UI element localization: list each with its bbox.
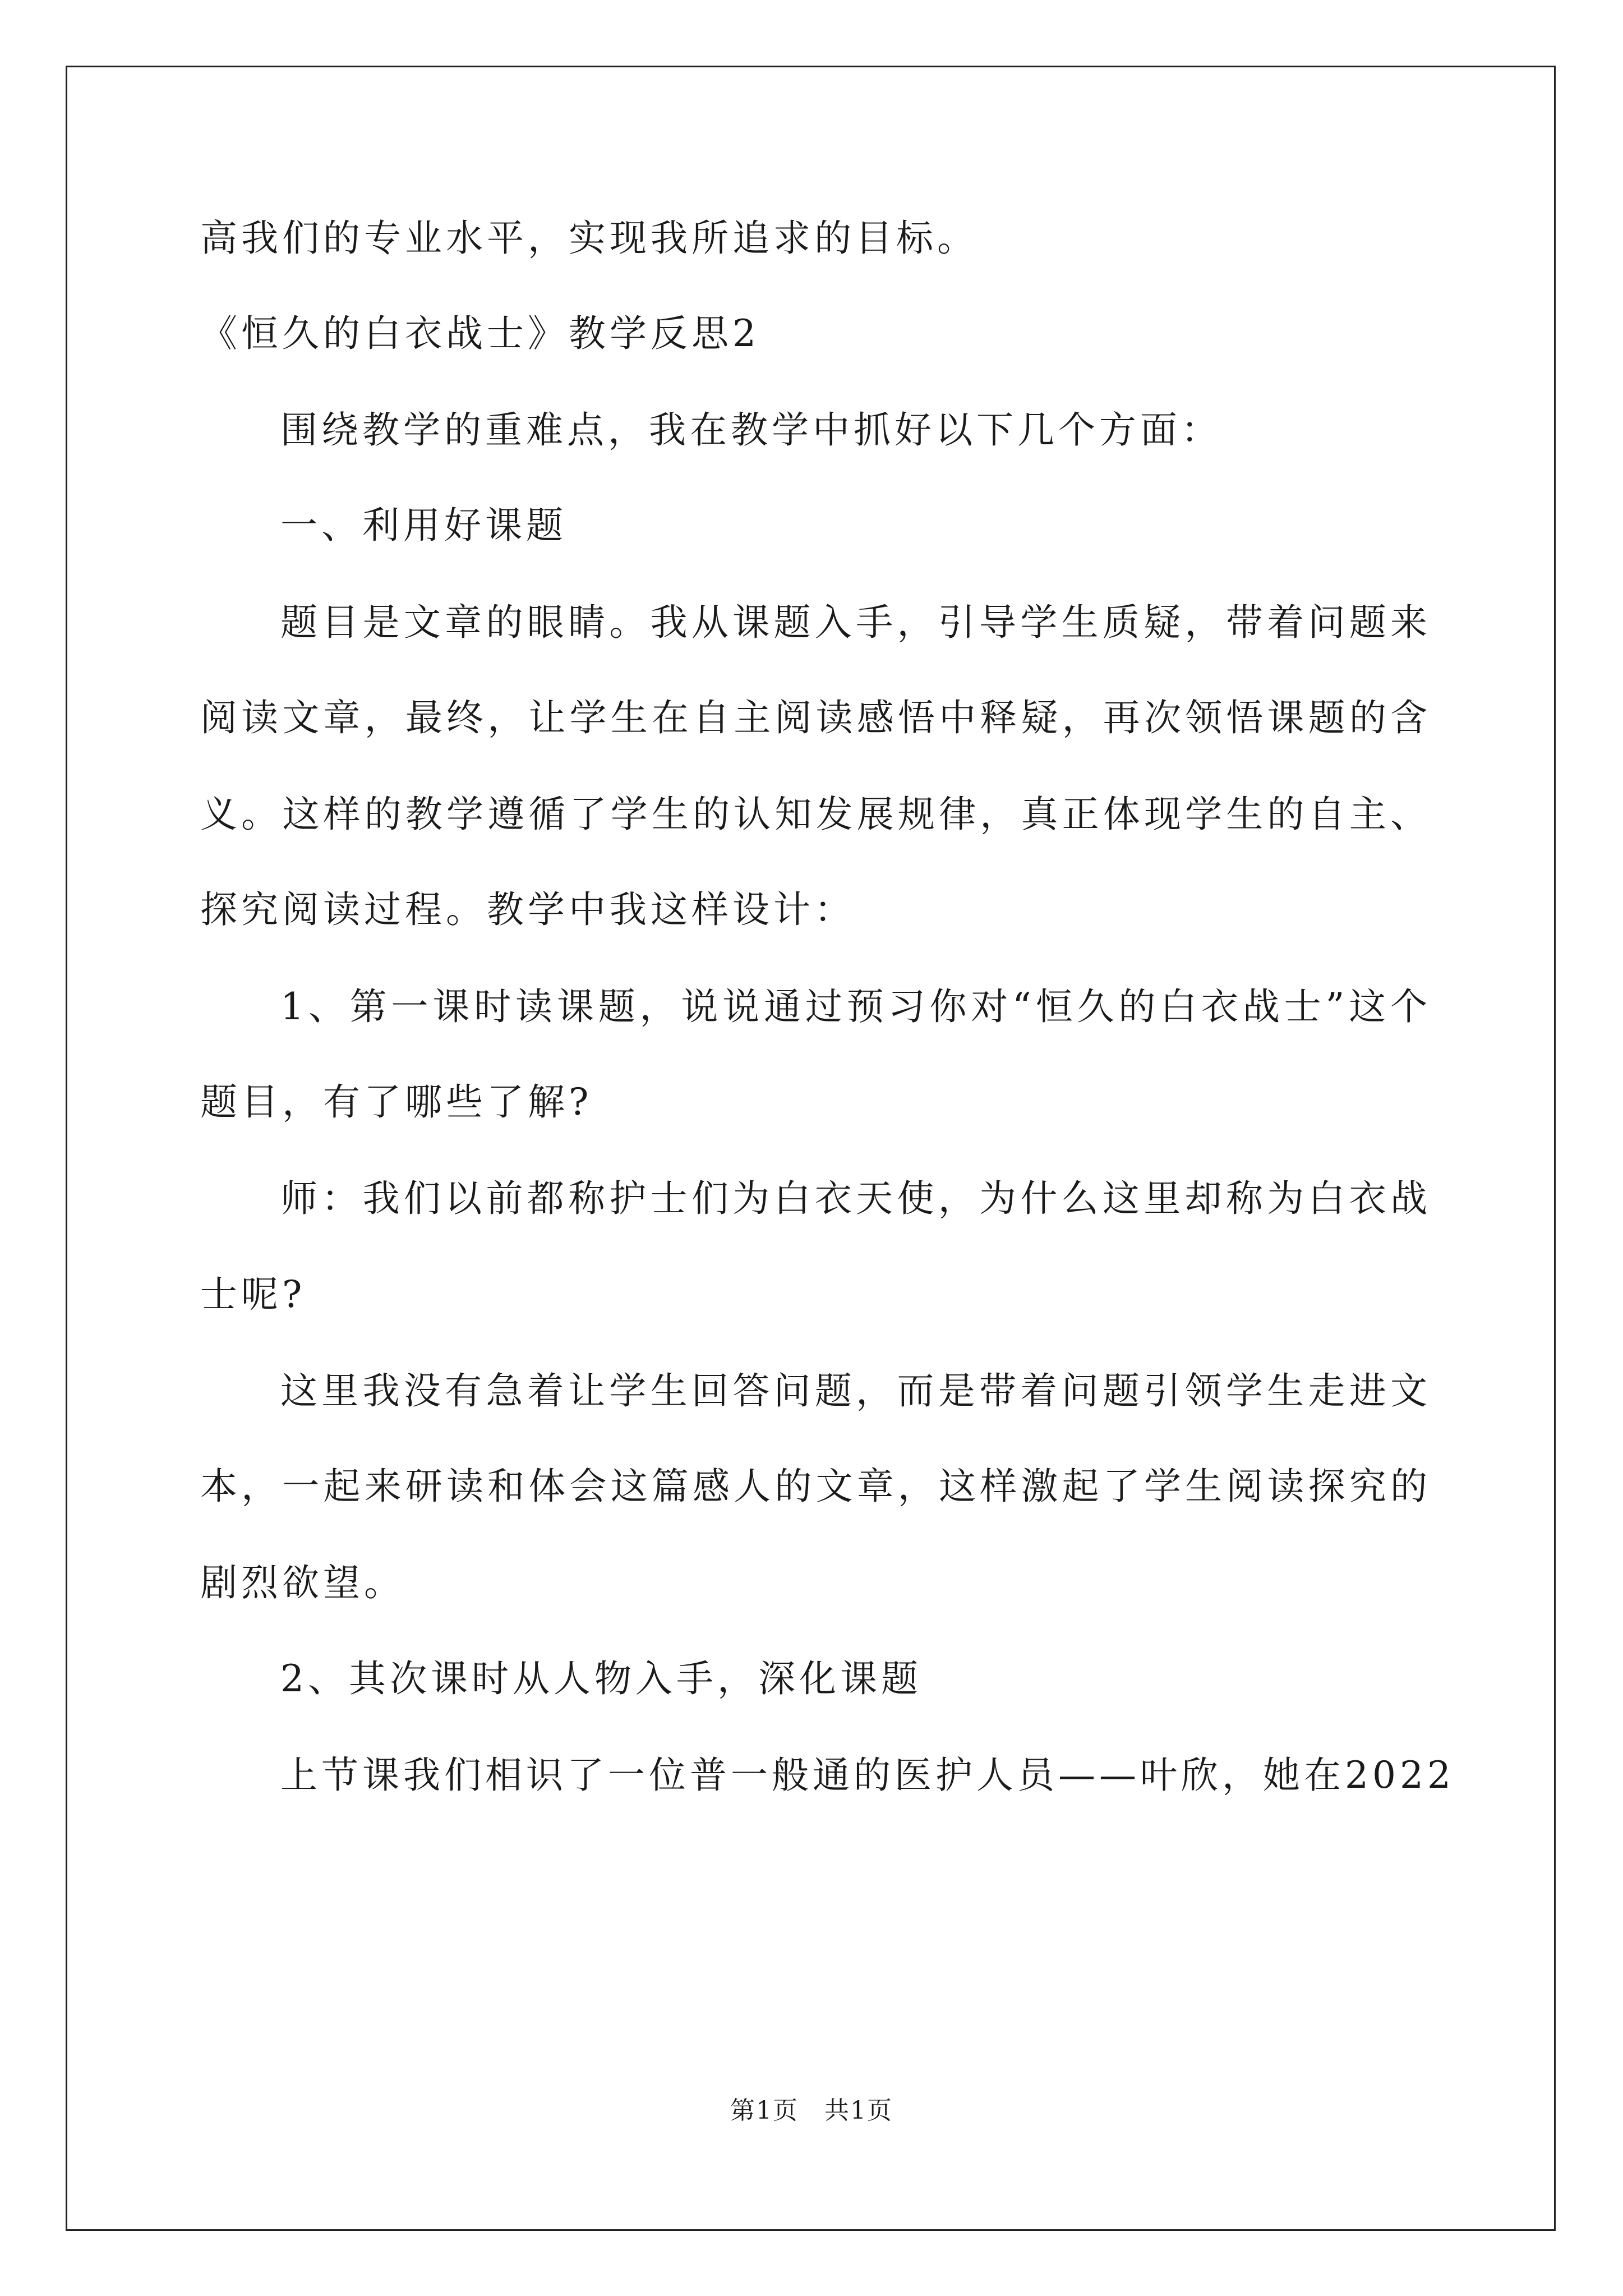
page-border: [66, 66, 1556, 2231]
text-line: 上节课我们相识了一位普一般通的医护人员——叶欣，她在2022: [280, 1754, 1455, 1797]
text-line: 师：我们以前都称护士们为白衣天使，为什么这里却称为白衣战: [280, 1177, 1431, 1220]
text-line: 剧烈欲望。: [200, 1561, 405, 1604]
text-line: 探究阅读过程。教学中我这样设计：: [200, 888, 855, 931]
section-heading: 《恒久的白衣战士》教学反思2: [200, 312, 760, 355]
text-line: 围绕教学的重难点，我在教学中抓好以下几个方面：: [280, 408, 1222, 452]
text-line: 这里我没有急着让学生回答问题，而是带着问题引领学生走进文: [280, 1369, 1431, 1412]
text-line: 阅读文章，最终，让学生在自主阅读感悟中释疑，再次领悟课题的含: [200, 696, 1431, 739]
subheading: 2、其次课时从人物入手，深化课题: [280, 1657, 922, 1700]
text-line: 1、第一课时读课题，说说通过预习你对“恒久的白衣战士”这个: [280, 985, 1431, 1028]
text-line: 士呢?: [200, 1273, 306, 1316]
text-line: 本，一起来研读和体会这篇感人的文章，这样激起了学生阅读探究的: [200, 1465, 1431, 1508]
page-number: 第1页 共1页: [730, 2096, 893, 2125]
text-line: 题目，有了哪些了解?: [200, 1080, 593, 1124]
subheading: 一、利用好课题: [280, 504, 567, 547]
text-line: 义。这样的教学遵循了学生的认知发展规律，真正体现学生的自主、: [200, 793, 1431, 836]
text-line: 高我们的专业水平，实现我所追求的目标。: [200, 217, 978, 260]
text-line: 题目是文章的眼睛。我从课题入手，引导学生质疑，带着问题来: [280, 601, 1431, 644]
